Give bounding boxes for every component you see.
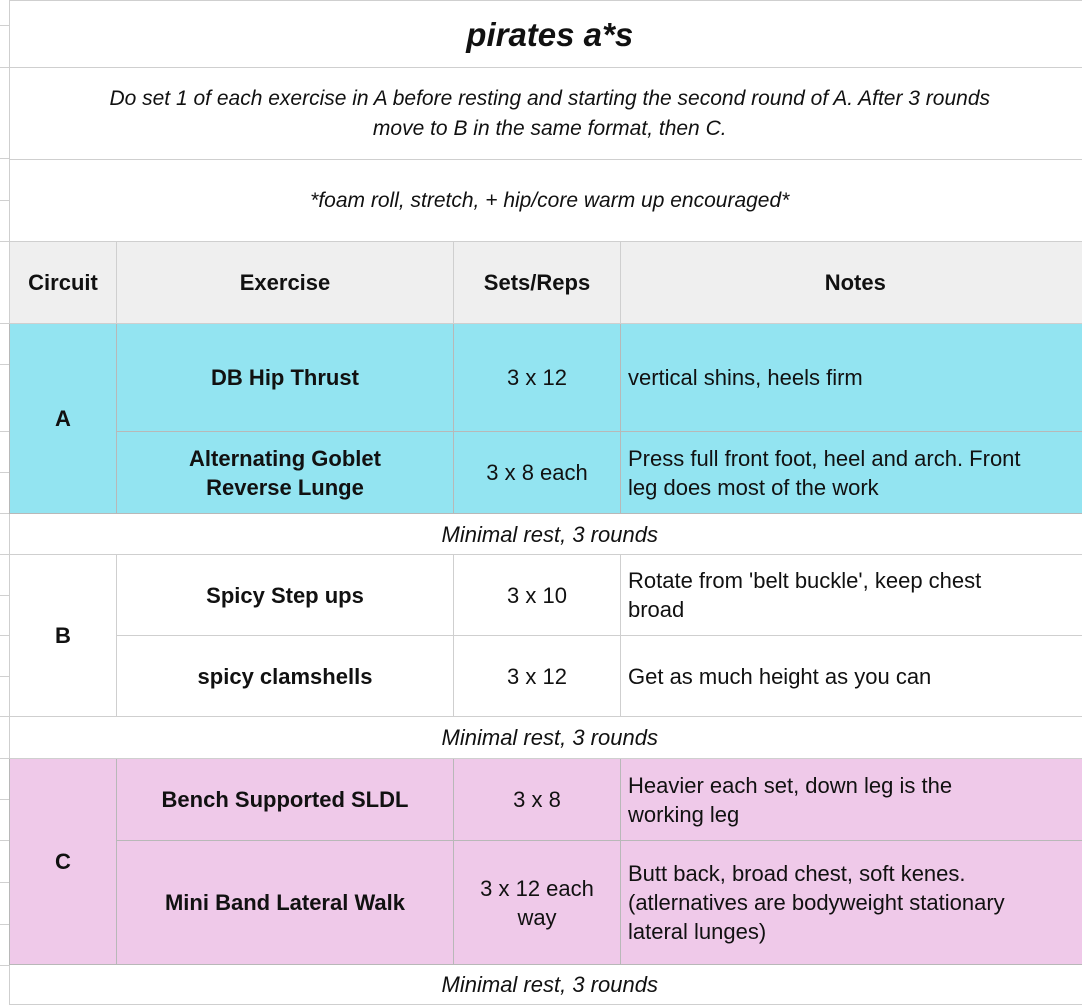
header-notes[interactable]: Notes	[621, 242, 1082, 324]
sheet-title[interactable]: pirates a*s	[10, 1, 1082, 68]
workout-table	[9, 0, 1082, 1005]
rest-row	[10, 965, 1082, 1005]
table-row	[10, 759, 1082, 841]
header-exercise[interactable]: Exercise	[117, 242, 454, 324]
sets-reps-line: 3 x 8	[461, 785, 613, 814]
rest-note[interactable]: Minimal rest, 3 rounds	[10, 717, 1082, 759]
header-sets-reps[interactable]: Sets/Reps	[454, 242, 621, 324]
notes-line: vertical shins, heels firm	[628, 363, 1082, 392]
sets-reps-cell[interactable]	[454, 324, 621, 432]
circuit-label[interactable]: A	[10, 324, 117, 514]
table-row	[10, 636, 1082, 717]
exercise-cell[interactable]	[117, 324, 454, 432]
sets-reps-line: 3 x 12	[461, 363, 613, 392]
table-row	[10, 841, 1082, 965]
exercise-line: Bench Supported SLDL	[124, 785, 446, 814]
sets-reps-line: 3 x 10	[461, 581, 613, 610]
table-row	[10, 555, 1082, 636]
rest-row	[10, 717, 1082, 759]
warmup-row	[10, 160, 1082, 242]
rest-row	[10, 514, 1082, 555]
notes-line: Press full front foot, heel and arch. Front	[628, 444, 1082, 473]
exercise-line: spicy clamshells	[124, 662, 446, 691]
circuit-label[interactable]: C	[10, 759, 117, 965]
notes-line: broad	[628, 595, 1082, 624]
table-row	[10, 324, 1082, 432]
header-circuit[interactable]: Circuit	[10, 242, 117, 324]
notes-cell[interactable]	[621, 555, 1082, 636]
instructions-row	[10, 68, 1082, 160]
title-row	[10, 1, 1082, 68]
notes-cell[interactable]	[621, 432, 1082, 514]
instructions-cell[interactable]	[10, 68, 1082, 160]
sets-reps-line: way	[461, 903, 613, 932]
exercise-line: Mini Band Lateral Walk	[124, 888, 446, 917]
exercise-cell[interactable]	[117, 841, 454, 965]
notes-cell[interactable]	[621, 841, 1082, 965]
notes-line: lateral lunges)	[628, 917, 1082, 946]
notes-line: (atlernatives are bodyweight stationary	[628, 888, 1082, 917]
exercise-line: Reverse Lunge	[124, 473, 446, 502]
exercise-cell[interactable]	[117, 759, 454, 841]
sets-reps-cell[interactable]	[454, 759, 621, 841]
sets-reps-cell[interactable]	[454, 555, 621, 636]
instructions-line-2: move to B in the same format, then C.	[17, 114, 1082, 144]
rest-note[interactable]: Minimal rest, 3 rounds	[10, 514, 1082, 555]
circuit-label[interactable]: B	[10, 555, 117, 717]
sets-reps-line: 3 x 8 each	[461, 458, 613, 487]
sets-reps-cell[interactable]	[454, 841, 621, 965]
sets-reps-cell[interactable]	[454, 636, 621, 717]
notes-line: Butt back, broad chest, soft kenes.	[628, 859, 1082, 888]
sets-reps-line: 3 x 12	[461, 662, 613, 691]
exercise-cell[interactable]	[117, 555, 454, 636]
warmup-note[interactable]: *foam roll, stretch, + hip/core warm up encouraged*	[10, 160, 1082, 242]
table-row	[10, 432, 1082, 514]
exercise-cell[interactable]	[117, 432, 454, 514]
notes-line: working leg	[628, 800, 1082, 829]
notes-cell[interactable]	[621, 324, 1082, 432]
exercise-line: Spicy Step ups	[124, 581, 446, 610]
sets-reps-cell[interactable]	[454, 432, 621, 514]
notes-line: leg does most of the work	[628, 473, 1082, 502]
notes-line: Rotate from 'belt buckle', keep chest	[628, 566, 1082, 595]
instructions-line-1: Do set 1 of each exercise in A before resting and starting the second round of A. After 3 rounds	[17, 84, 1082, 114]
notes-cell[interactable]	[621, 636, 1082, 717]
sets-reps-line: 3 x 12 each	[461, 874, 613, 903]
notes-line: Get as much height as you can	[628, 662, 1082, 691]
exercise-line: Alternating Goblet	[124, 444, 446, 473]
exercise-cell[interactable]	[117, 636, 454, 717]
header-row	[10, 242, 1082, 324]
notes-cell[interactable]	[621, 759, 1082, 841]
exercise-line: DB Hip Thrust	[124, 363, 446, 392]
rest-note[interactable]: Minimal rest, 3 rounds	[10, 965, 1082, 1005]
notes-line: Heavier each set, down leg is the	[628, 771, 1082, 800]
